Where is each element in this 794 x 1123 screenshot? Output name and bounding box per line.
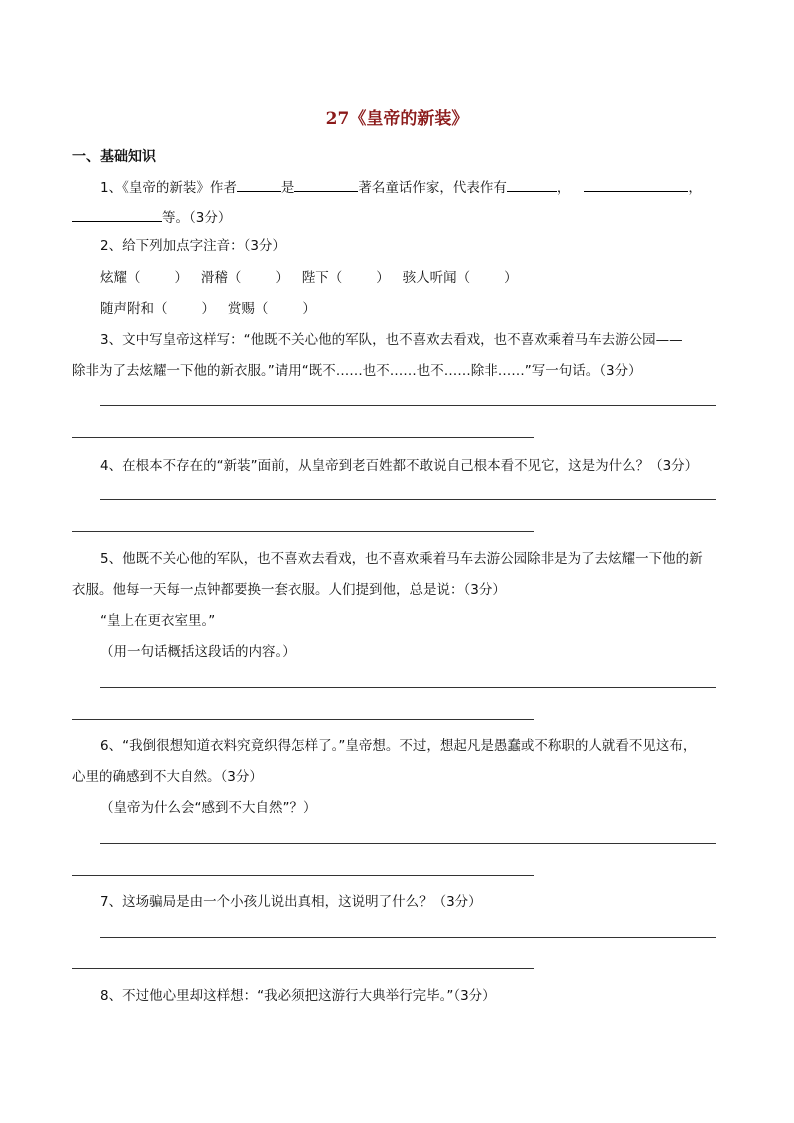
- q1-blank-nationality[interactable]: [294, 177, 358, 192]
- question-5-quote: “皇上在更衣室里。”: [100, 613, 216, 629]
- question-7-line-1: 7、这场骗局是由一个小孩儿说出真相，这说明了什么？（3分）: [100, 894, 482, 910]
- page-title: 27《皇帝的新装》: [325, 109, 469, 129]
- question-6-ask: （皇帝为什么会“感到不大自然”？）: [100, 800, 317, 816]
- q2-paren-1[interactable]: （ ）: [127, 270, 188, 286]
- q1-text-author: 1、《皇帝的新装》作者: [100, 180, 237, 196]
- q2-paren-6[interactable]: （ ）: [254, 301, 316, 317]
- q2-paren-4[interactable]: （ ）: [456, 270, 518, 286]
- q1-text-works: 著名童话作家，代表作有: [358, 180, 507, 196]
- answer-line[interactable]: [100, 687, 716, 688]
- q2-word-4: 骇人听闻: [402, 270, 457, 286]
- question-4-line-1: 4、在根本不存在的“新装”面前，从皇帝到老百姓都不敢说自己根本看不见它，这是为什么？（3分）: [100, 458, 699, 474]
- question-2-row-2: [100, 300, 316, 318]
- question-3-line-2: 除非为了去炫耀一下他的新衣服。”请用“既不……也不……也不……除非……”写一句话。（3分）: [72, 363, 642, 379]
- question-6-line-1: 6、“我倒很想知道衣料究竟织得怎样了。”皇帝想。不过，想起凡是愚蠢或不称职的人就看不见这布，: [100, 738, 697, 754]
- q1-comma-1: ，: [556, 180, 571, 196]
- answer-line[interactable]: [100, 937, 716, 938]
- section-heading: 一、基础知识: [72, 149, 156, 165]
- q2-word-6: 赏赐: [227, 301, 255, 317]
- answer-line[interactable]: [100, 499, 716, 500]
- q2-paren-5[interactable]: （ ）: [154, 301, 215, 317]
- q1-blank-author[interactable]: [237, 177, 281, 192]
- q2-word-2: 滑稽: [200, 270, 228, 286]
- question-5-line-2: 衣服。他每一天每一点钟都要换一套衣服。人们提到他，总是说：（3分）: [72, 582, 506, 598]
- q1-comma-2: ，: [688, 180, 702, 196]
- q2-word-1: 炫耀: [100, 270, 127, 286]
- answer-line[interactable]: [72, 968, 534, 969]
- q1-blank-work-3[interactable]: [72, 207, 162, 222]
- question-2-row-1: [100, 269, 518, 287]
- question-1-line-1: [100, 177, 702, 197]
- question-5-line-1: 5、他既不关心他的军队，也不喜欢去看戏，也不喜欢乘着马车去游公园除非是为了去炫耀一下他的新: [100, 551, 703, 567]
- q2-word-5: 随声附和: [100, 301, 154, 317]
- answer-line[interactable]: [72, 719, 534, 720]
- answer-line[interactable]: [72, 875, 534, 876]
- q2-paren-2[interactable]: （ ）: [227, 270, 289, 286]
- answer-line[interactable]: [100, 843, 716, 844]
- answer-line[interactable]: [72, 531, 534, 532]
- answer-line[interactable]: [100, 405, 716, 406]
- answer-line[interactable]: [72, 437, 534, 438]
- q1-blank-work-1[interactable]: [507, 177, 557, 192]
- q2-word-3: 陛下: [301, 270, 329, 286]
- q1-text-is: 是: [280, 180, 295, 196]
- question-8-line-1: 8、不过他心里却这样想：“我必须把这游行大典举行完毕。”（3分）: [100, 988, 496, 1004]
- question-2-stem: 2、给下列加点字注音：（3分）: [100, 238, 286, 254]
- question-1-line-2: [72, 207, 231, 227]
- question-5-ask: （用一句话概括这段话的内容。）: [100, 644, 296, 660]
- q1-text-end: 等。（3分）: [162, 210, 232, 226]
- question-3-line-1: 3、文中写皇帝这样写：“他既不关心他的军队，也不喜欢去看戏，也不喜欢乘着马车去游公园——: [100, 332, 683, 348]
- question-6-line-2: 心里的确感到不大自然。（3分）: [72, 769, 263, 785]
- q1-blank-work-2[interactable]: [584, 177, 688, 192]
- q2-paren-3[interactable]: （ ）: [328, 270, 390, 286]
